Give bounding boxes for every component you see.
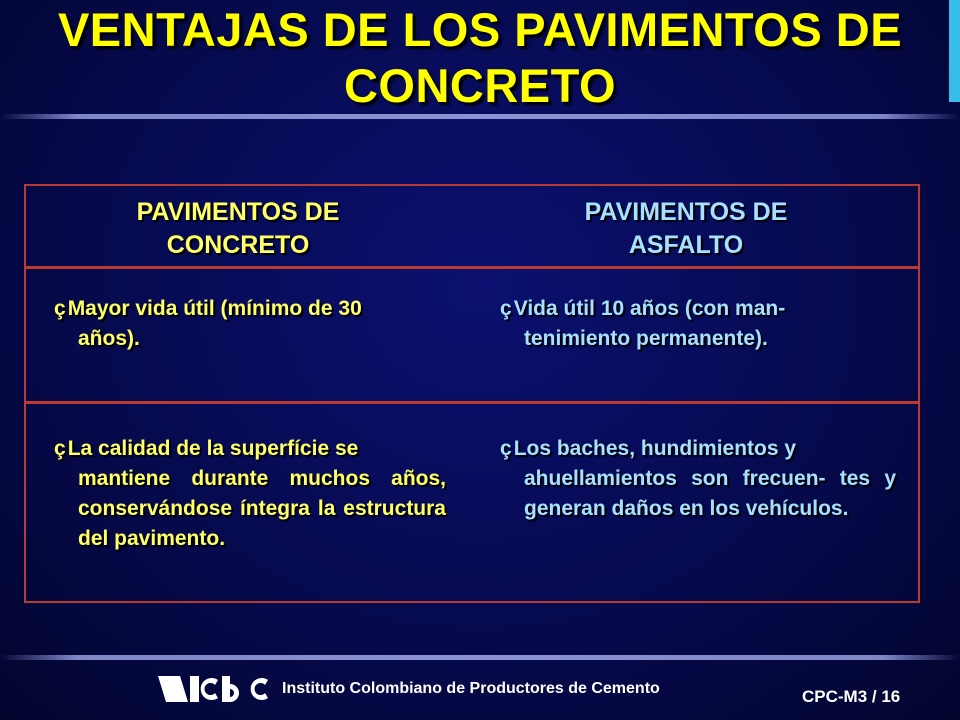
bullet-icon: ç [54, 437, 66, 460]
concrete-advantage-2-rest: mantiene durante muchos años, conservándose íntegra la estructura del pavimento. [78, 467, 446, 550]
comparison-table [24, 184, 920, 603]
bottom-divider [0, 655, 960, 660]
concrete-advantage-1-rest: años). [78, 327, 140, 350]
bullet-icon: ç [500, 297, 512, 320]
page-reference: CPC-M3 / 16 [802, 687, 901, 706]
header-concrete-line1: PAVIMENTOS DE [136, 198, 340, 226]
asphalt-drawback-2 [500, 434, 896, 524]
concrete-advantage-2-first: La calidad de la superfície se [67, 437, 359, 460]
asphalt-drawback-1 [500, 294, 896, 354]
concrete-advantage-1-first: Mayor vida útil (mínimo de 30 [67, 297, 362, 320]
asphalt-drawback-1-first: Vida útil 10 años (con man- [513, 297, 786, 320]
top-divider [0, 114, 960, 119]
table-row-divider [26, 401, 918, 404]
header-concrete-line2: CONCRETO [166, 231, 310, 259]
asphalt-drawback-2-rest: ahuellamientos son frecuen- tes y generan daños en los vehículos. [524, 467, 896, 520]
concrete-advantage-1 [54, 294, 446, 354]
header-concrete [38, 196, 438, 262]
slide-title-line2: CONCRETO [343, 59, 617, 112]
institution-name: Instituto Colombiano de Productores de Cemento [282, 680, 660, 697]
header-asphalt-line1: PAVIMENTOS DE [584, 198, 788, 226]
table-row-divider [26, 266, 918, 269]
header-asphalt [486, 196, 886, 262]
asphalt-drawback-1-rest: tenimiento permanente). [524, 327, 768, 350]
header-asphalt-line2: ASFALTO [628, 231, 744, 259]
asphalt-drawback-2-first: Los baches, hundimientos y [513, 437, 797, 460]
concrete-advantage-2 [54, 434, 446, 554]
slide-title [0, 2, 960, 114]
bullet-icon: ç [54, 297, 66, 320]
icpc-logo [158, 672, 276, 708]
slide-title-line1: VENTAJAS DE LOS PAVIMENTOS DE [57, 3, 903, 56]
bullet-icon: ç [500, 437, 512, 460]
